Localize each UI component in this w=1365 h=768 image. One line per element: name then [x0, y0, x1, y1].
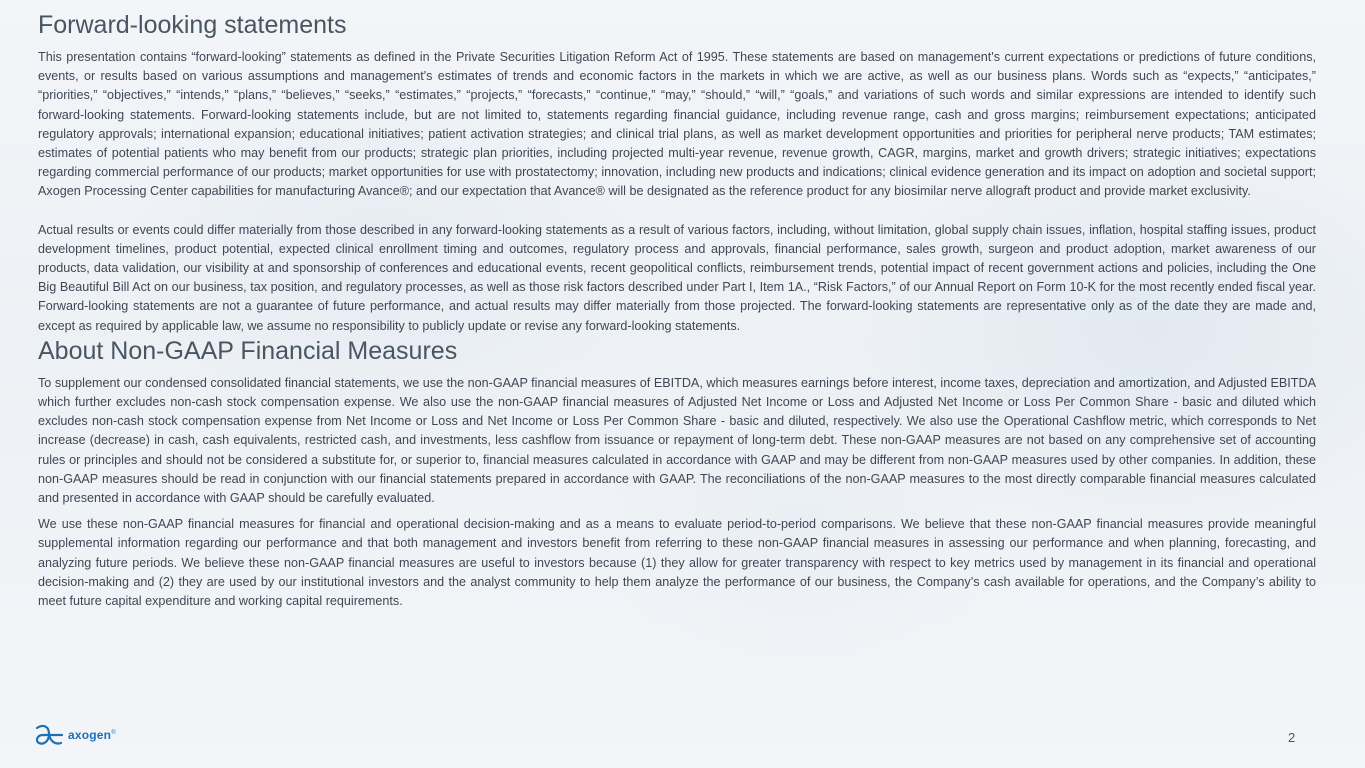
forward-looking-paragraph-2: Actual results or events could differ materially from those described in any forward-looking statements as a result of various factors, including, without limitation, global supply chain issues, inflation, hospital staffing issues, product development timelines, product potential, expected clinical enrollment timing and outcomes, regulatory process and approvals, financial performance, sales growth, surgeon and product adoption, market awareness of our products, data validation, our visibility at and sponsorship of conferences and educational events, recent geopolitical conflicts, reimbursement trends, potential impact of recent government actions and policies, including the One Big Beautiful Bill Act on our business, tax position, and regulatory processes, as well as those risk factors described under Part I, Item 1A., “Risk Factors,” of our Annual Report on Form 10-K for the most recently ended fiscal year. Forward-looking statements are not a guarantee of future performance, and actual results may differ materially from those projected. The forward-looking statements are representative only as of the date they are made and, except as required by applicable law, we assume no responsibility to publicly update or revise any forward-looking statements.: [38, 222, 1316, 333]
forward-looking-paragraph-1: This presentation contains “forward-looking” statements as defined in the Private Securities Litigation Reform Act of 1995. These statements are based on management's current expectations or predictions of future conditions, events, or results based on various assumptions and management's estimates of trends and economic factors in the markets in which we are active, as well as our business plans. Words such as “expects,” “anticipates,” “priorities,” “objectives,” “intends,” “plans,” “believes,” “seeks,” “estimates,” “projects,” “forecasts,” “continue,” “may,” “should,” “will,” “goals,” and variations of such words and similar expressions are intended to identify such forward-looking statements. Forward-looking statements include, but are not limited to, statements regarding financial guidance, including revenue range, cash and gross margins; reimbursement expectations; anticipated regulatory approvals; international expansion; educational initiatives; patient activation strategies; and clinical trial plans, as well as market development opportunities and priorities for peripheral nerve products; TAM estimates; estimates of potential patients who may benefit from our products; strategic plan priorities, including projected multi-year revenue, revenue growth, CAGR, margins, market and growth drivers; strategic initiatives; expectations regarding commercial performance of our products; market opportunities for use with prostatectomy; innovation, including new products and indications; clinical evidence generation and its impact on adoption and societal support; Axogen Processing Center capabilities for manufacturing Avance®; and our expectation that Avance® will be designated as the reference product for any biosimilar nerve allograft product and provide market exclusivity.: [38, 50, 1316, 199]
non-gaap-paragraph-2: We use these non-GAAP financial measures for financial and operational decision-making and as a means to evaluate period-to-period comparisons. We believe that these non-GAAP financial measures provide meaningful supplemental information regarding our performance and that both management and investors benefit from referring to these non-GAAP financial measures in assessing our performance and when planning, forecasting, and analyzing future periods. We believe these non-GAAP financial measures are useful to investors because (1) they allow for greater transparency with respect to key metrics used by management in its financial and operational decision-making and (2) they are used by our institutional investors and the analyst community to help them analyze the performance of our business, the Company’s cash available for operations, and the Company’s ability to meet future capital expenditure and working capital requirements.: [38, 517, 1316, 609]
non-gaap-paragraph-1: To supplement our condensed consolidated financial statements, we use the non-GAAP financial measures of EBITDA, which measures earnings before interest, income taxes, depreciation and amortization, and Adjusted EBITDA which further excludes non-cash stock compensation expense. We also use the non-GAAP financial measures of Adjusted Net Income or Loss and Adjusted Net Income or Loss Per Common Share - basic and diluted which excludes non-cash stock compensation expense from Net Income or Loss and Net Income or Loss Per Common Share - basic and diluted, respectively. We also use the Operational Cashflow metric, which corresponds to Net increase (decrease) in cash, cash equivalents, restricted cash, and investments, less cashflow from issuance or repayment of long-term debt. These non-GAAP measures are not based on any comprehensive set of accounting rules or principles and should not be considered a substitute for, or superior to, financial measures calculated in accordance with GAAP and may be different from non-GAAP measures used by other companies. In addition, these non-GAAP measures should be read in conjunction with our financial statements prepared in accordance with GAAP. The reconciliations of the non-GAAP measures to the most directly comparable financial measures calculated and presented in accordance with GAAP should be carefully evaluated.: [38, 375, 1316, 506]
logo-wordmark: axogen®: [68, 728, 116, 742]
axogen-logo-icon: [34, 722, 64, 748]
slide-content: [38, 10, 1316, 611]
section-title-non-gaap: About Non-GAAP Financial Measures: [38, 336, 458, 365]
axogen-logo: [34, 722, 116, 748]
page-number: 2: [1288, 730, 1296, 745]
section-title-forward-looking: Forward-looking statements: [38, 11, 347, 39]
